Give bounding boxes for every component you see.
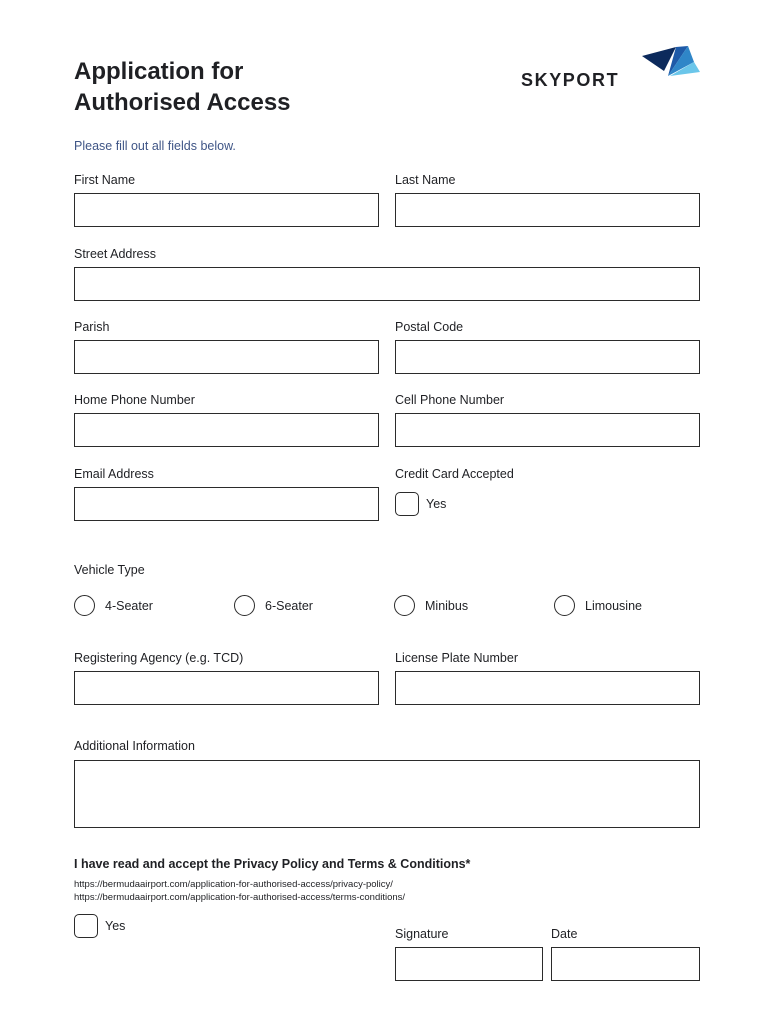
parish-label: Parish <box>74 320 110 334</box>
date-label: Date <box>551 927 578 941</box>
parish-input[interactable] <box>74 340 379 374</box>
postal-code-input[interactable] <box>395 340 700 374</box>
license-plate-input[interactable] <box>395 671 700 705</box>
vehicle-type-limousine-label: Limousine <box>585 599 642 613</box>
license-plate-label: License Plate Number <box>395 651 518 665</box>
terms-yes-label: Yes <box>105 919 126 933</box>
skyport-logo-text: SKYPORT <box>521 70 620 90</box>
first-name-input[interactable] <box>74 193 379 227</box>
street-address-input[interactable] <box>74 267 700 301</box>
first-name-label: First Name <box>74 173 136 187</box>
additional-info-textarea[interactable] <box>74 760 700 828</box>
signature-label: Signature <box>395 927 449 941</box>
email-label: Email Address <box>74 467 154 481</box>
last-name-input[interactable] <box>395 193 700 227</box>
vehicle-type-6-seater-radio[interactable] <box>234 595 255 616</box>
vehicle-type-limousine-radio[interactable] <box>554 595 575 616</box>
signature-input[interactable] <box>395 947 543 981</box>
postal-code-label: Postal Code <box>395 320 464 334</box>
terms-conditions-link[interactable]: https://bermudaairport.com/application-for-authorised-access/terms-conditions/ <box>74 892 406 903</box>
last-name-label: Last Name <box>395 173 456 187</box>
page-title <box>74 56 291 118</box>
skyport-logo <box>518 44 703 92</box>
terms-acceptance-label: I have read and accept the Privacy Policy and Terms & Conditions* <box>74 857 471 871</box>
home-phone-label: Home Phone Number <box>74 393 195 407</box>
cell-phone-input[interactable] <box>395 413 700 447</box>
vehicle-type-label: Vehicle Type <box>74 563 145 577</box>
page-title-line-1: Application for <box>74 58 244 85</box>
vehicle-type-minibus-label: Minibus <box>425 599 469 613</box>
privacy-policy-link[interactable]: https://bermudaairport.com/application-for-authorised-access/privacy-policy/ <box>74 879 393 890</box>
credit-card-label: Credit Card Accepted <box>395 467 514 481</box>
vehicle-type-4-seater-radio[interactable] <box>74 595 95 616</box>
terms-yes-checkbox[interactable] <box>74 914 98 938</box>
credit-card-yes-checkbox[interactable] <box>395 492 419 516</box>
registering-agency-label: Registering Agency (e.g. TCD) <box>74 651 244 665</box>
home-phone-input[interactable] <box>74 413 379 447</box>
vehicle-type-minibus-radio[interactable] <box>394 595 415 616</box>
cell-phone-label: Cell Phone Number <box>395 393 505 407</box>
additional-info-label: Additional Information <box>74 739 195 753</box>
credit-card-yes-label: Yes <box>426 497 447 511</box>
vehicle-type-4-seater-label: 4-Seater <box>105 599 153 613</box>
street-address-label: Street Address <box>74 247 156 261</box>
form-instructions: Please fill out all fields below. <box>74 139 236 153</box>
vehicle-type-6-seater-label: 6-Seater <box>265 599 313 613</box>
page-title-line-2: Authorised Access <box>74 89 291 116</box>
email-input[interactable] <box>74 487 379 521</box>
date-input[interactable] <box>551 947 700 981</box>
registering-agency-input[interactable] <box>74 671 379 705</box>
